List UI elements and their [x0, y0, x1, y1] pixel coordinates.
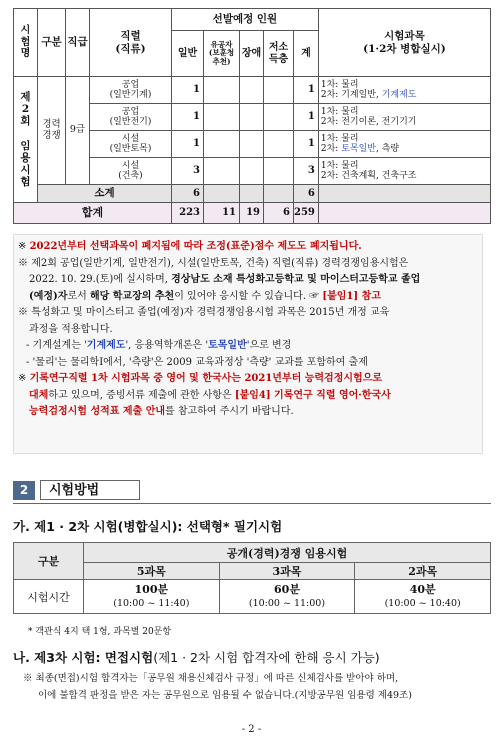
subjects-cell: 1차: 물리 2차: 전기이론, 전기기기: [318, 104, 490, 131]
subjects-cell: 1차: 물리 2차: 건축계획, 건축구조: [318, 158, 490, 185]
t2-col: 3과목: [219, 563, 355, 580]
header-category: 구분: [38, 9, 66, 77]
header-job: 직렬 (직류): [90, 9, 172, 77]
note-b-cont: 이에 불합격 판정을 받은 자는 공무원으로 임용될 수 없습니다.(지방공무원 임용령 제49조): [38, 690, 412, 701]
exam-name-cell: 제 2 회 임 용 시 험: [14, 77, 38, 203]
header-total: 계: [294, 31, 319, 77]
grand-total-lowincome: 6: [264, 203, 294, 224]
total-count: 1: [294, 131, 319, 158]
notice-line: 특성화고 및 마이스터고 졸업(예정)자 경력경쟁임용시험 과목은 2015년 개정 교육: [31, 307, 390, 318]
subheading-a: 가. 제1 · 2차 시험(병합실시): 선택형* 필기시험: [13, 519, 283, 534]
header-disabled: 장애: [240, 31, 264, 77]
header-quota: 선발예정 인원: [172, 9, 319, 31]
notice-line: 제2회 공업(일반기계, 일반전기), 시설(일반토목, 건축) 직렬(직류) 경력경쟁임용시험은: [31, 257, 409, 269]
subtotal-label: 소계: [38, 185, 172, 203]
grand-total-merit: 11: [204, 203, 240, 224]
grand-total-general: 223: [172, 203, 204, 224]
header-merit: 유공자 (보훈청 추천): [204, 31, 240, 77]
general-count: 1: [172, 104, 204, 131]
t2-cell: 60분 (10:00 ~ 11:00): [219, 580, 355, 614]
header-exam-name: 시 험 명: [14, 9, 38, 77]
section-title: 시험방법: [40, 480, 140, 500]
page-number: - 2 -: [241, 724, 262, 735]
note-a: * 객관식 4지 택 1형, 과목별 20문항: [28, 627, 172, 637]
t2-col: 5과목: [84, 563, 220, 580]
subjects-cell: 1차: 물리 2차: 기계일반, 기계제도: [318, 77, 490, 104]
exam-time-table: [13, 542, 491, 614]
job-cell: 공업 (일반기계): [90, 77, 172, 104]
header-grade: 직급: [66, 9, 90, 77]
section-divider: [13, 503, 491, 504]
t2-col-label: 구분: [14, 543, 84, 580]
header-subjects: 시험과목 (1·2차 병합실시): [318, 9, 490, 77]
recruitment-table: [13, 8, 491, 224]
subtotal-general: 6: [172, 185, 204, 203]
category-cell: 경력 경쟁: [38, 77, 66, 185]
header-lowincome: 저소 득층: [264, 31, 294, 77]
job-cell: 시설 (건축): [90, 158, 172, 185]
header-general: 일반: [172, 31, 204, 77]
subjects-cell: 1차: 물리 2차: 토목일반, 측량: [318, 131, 490, 158]
general-count: 1: [172, 77, 204, 104]
subtotal-total: 6: [294, 185, 319, 203]
t2-cell: 40분 (10:00 ~ 10:40): [355, 580, 491, 614]
total-count: 1: [294, 77, 319, 104]
t2-col: 2과목: [355, 563, 491, 580]
grand-total-total: 259: [294, 203, 319, 224]
notice-line: 2022년부터 선택과목이 폐지됨에 따라 조정(표준)점수 제도도 폐지됩니다.: [29, 241, 362, 252]
subheading-b: 나. 제3차 시험: 면접시험(제1 · 2차 시험 합격자에 한해 응시 가능): [13, 650, 380, 665]
t2-row-label: 시험시간: [14, 580, 84, 614]
notice-box: ※ 2022년부터 선택과목이 폐지됨에 따라 조정(표준)점수 제도도 폐지됩니다. ※ 제2회 공업(일반기계, 일반전기), 시설(일반토목, 건축) 직렬(직류) 경력경쟁임용시험은 2022. 10. 29.(토)에 실시하며, 경상남도 소재 특성화고등학교 및 마이스터고등학교 졸업 (예정)자로서 해당 학교장의 추천이 있어야 응시할 수 있습니다. ☞ [붙임1] 참고 ※ 특성화고 및 마이스터고 졸업(예정)자 경력경쟁임용시험 과목은 2015년 개정 교육 과정을 적용합니다. - 기계설계는 '기계제도', 응용역학개론은 '토목일반'으로 변경 - '물리'는 물리학Ⅰ에서, '측량'은 2009 교육과정상 '측량' 교과를 포함하여 출제 ※ 기록연구직렬 1차 시험과목 중 영어 및 한국사는 2021년부터 능력검정시험으로 대체하고 있으며, 증빙서류 제출에 관한 사항은 [붙임4] 기록연구 직렬 영어·한국사 능력검정시험 성적표 제출 안내를 참고하여 주시기 바랍니다.: [13, 234, 483, 454]
total-count: 3: [294, 158, 319, 185]
general-count: 1: [172, 131, 204, 158]
job-cell: 공업 (일반전기): [90, 104, 172, 131]
grand-total-label: 합계: [14, 203, 172, 224]
attachment-1-link: [붙임1] 참고: [322, 290, 381, 302]
general-count: 3: [172, 158, 204, 185]
grade-cell: 9급: [66, 77, 90, 185]
section-number: 2: [13, 481, 35, 500]
t2-cell: 100분 (10:00 ~ 11:40): [84, 580, 220, 614]
grand-total-disabled: 19: [240, 203, 264, 224]
job-cell: 시설 (일반토목): [90, 131, 172, 158]
total-count: 1: [294, 104, 319, 131]
t2-group: 공개(경력)경쟁 임용시험: [84, 543, 491, 563]
note-b: ※ 최종(면접)시험 합격자는「공무원 채용신체검사 규정」에 따른 신체검사를 받아야 하며,: [23, 673, 399, 684]
